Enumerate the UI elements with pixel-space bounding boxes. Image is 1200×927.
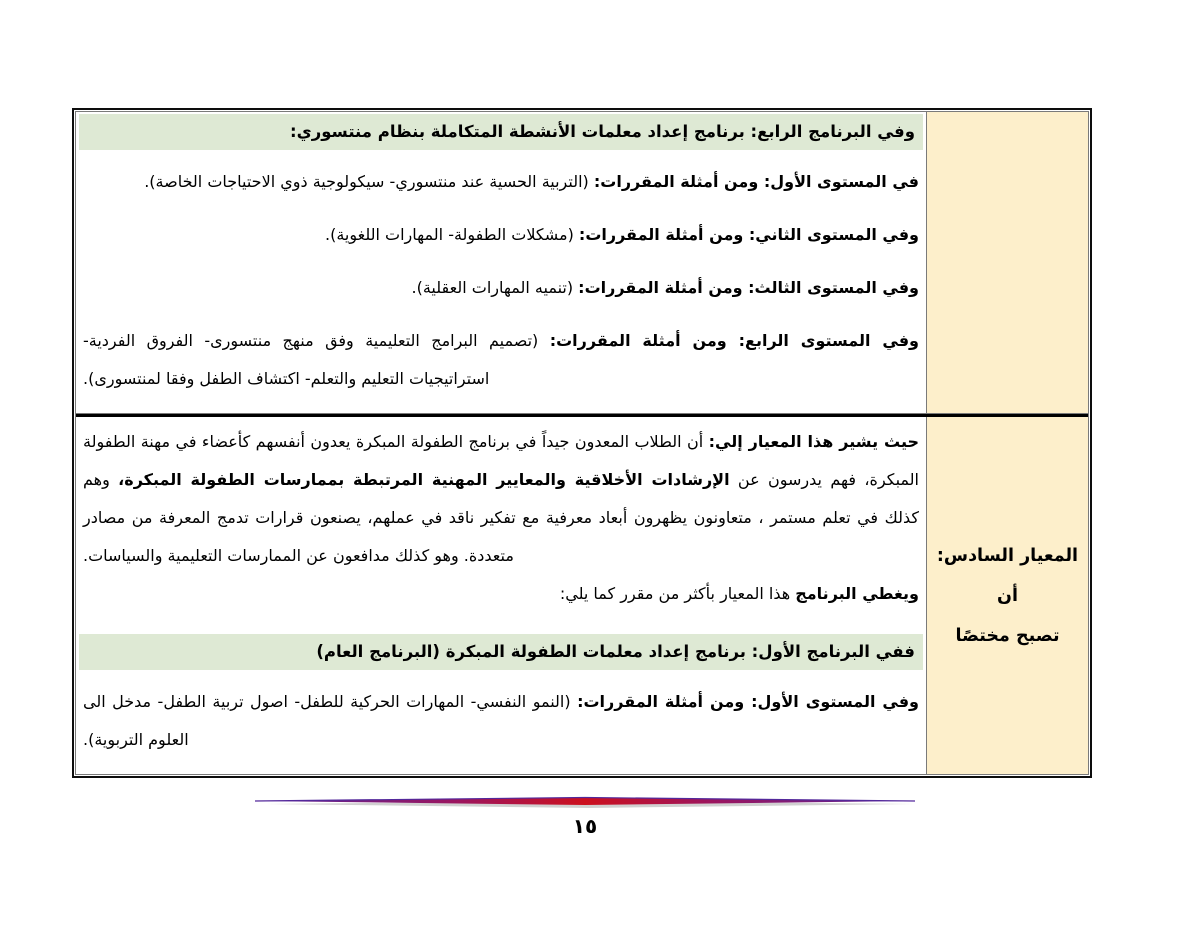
program-1-header: ففي البرنامج الأول: برنامج إعداد معلمات الطفولة المبكرة (البرنامج العام) <box>79 634 923 670</box>
description-lead-bold: حيث يشير هذا المعيار إلي: <box>708 432 920 451</box>
standard-6-side-cell <box>926 417 1088 774</box>
standard-6-description <box>83 423 919 575</box>
standards-table-inner <box>75 111 1089 775</box>
standards-table <box>72 108 1092 778</box>
standard-6-coverage-note <box>83 575 919 613</box>
program-1-level-1 <box>83 683 919 759</box>
description-text: أن الطلاب المعدون جيداً في برنامج الطفولة المبكرة يعدون أنفسهم كأعضاء في مهنة الطفولة المبكرة، فهم يدرسون عن <box>83 432 920 489</box>
level-label: وفي المستوى الرابع: ومن أمثلة المقررات: <box>549 331 920 350</box>
level-courses: (تصميم البرامج التعليمية وفق منهج منتسورى- الفروق الفردية- استراتيجيات التعليم والتعلم- اكتشاف الطفل وفقا لمنتسورى). <box>83 331 550 388</box>
level-label: وفي المستوى الأول: ومن أمثلة المقررات: <box>577 692 919 711</box>
page-number: ١٥ <box>572 814 598 838</box>
program-4-level-2 <box>83 216 919 254</box>
standard-6-title-line-1: المعيار السادس: أن <box>936 545 1079 606</box>
side-cell-empty <box>926 112 1088 413</box>
description-emphasis-bold: الإرشادات الأخلاقية والمعايير المهنية المرتبطة بممارسات الطفولة المبكرة، <box>118 470 730 489</box>
table-row-program-4 <box>76 112 1088 414</box>
program-4-header: وفي البرنامج الرابع: برنامج إعداد معلمات الأنشطة المتكاملة بنظام منتسوري: <box>79 114 923 150</box>
standard-6-title-line-2: تصبح مختصًا <box>955 625 1060 646</box>
description-text: وهم كذلك في تعلم مستمر ، متعاونون يظهرون أبعاد معرفية مع تفكير ناقد في عملهم، يصنعون قرارات تدمج المعرفة من مصادر متعددة. وهو كذلك مدافعون عن الممارسات التعليمية والسياسات. <box>83 470 919 565</box>
level-label: في المستوى الأول: ومن أمثلة المقررات: <box>593 172 919 191</box>
program-4-content-cell <box>76 112 926 413</box>
level-courses: (التربية الحسية عند منتسوري- سيكولوجية ذوي الاحتياجات الخاصة). <box>144 172 594 191</box>
coverage-lead-bold: ويغطي البرنامج <box>795 584 919 603</box>
table-row-standard-6 <box>76 414 1088 774</box>
level-courses: (تنميه المهارات العقلية). <box>411 278 579 297</box>
program-4-level-4 <box>83 322 919 398</box>
level-courses: (مشكلات الطفولة- المهارات اللغوية). <box>325 225 579 244</box>
level-label: وفي المستوى الثاني: ومن أمثلة المقررات: <box>578 225 919 244</box>
level-courses: (النمو النفسي- المهارات الحركية للطفل- اصول تربية الطفل- مدخل الى العلوم التربوية). <box>83 692 578 749</box>
level-label: وفي المستوى الثالث: ومن أمثلة المقررات: <box>578 278 919 297</box>
program-4-level-3 <box>83 269 919 307</box>
program-4-level-1 <box>83 163 919 201</box>
decorative-divider <box>255 795 915 809</box>
standard-6-content-cell <box>76 417 926 774</box>
coverage-text: هذا المعيار بأكثر من مقرر كما يلي: <box>559 584 796 603</box>
